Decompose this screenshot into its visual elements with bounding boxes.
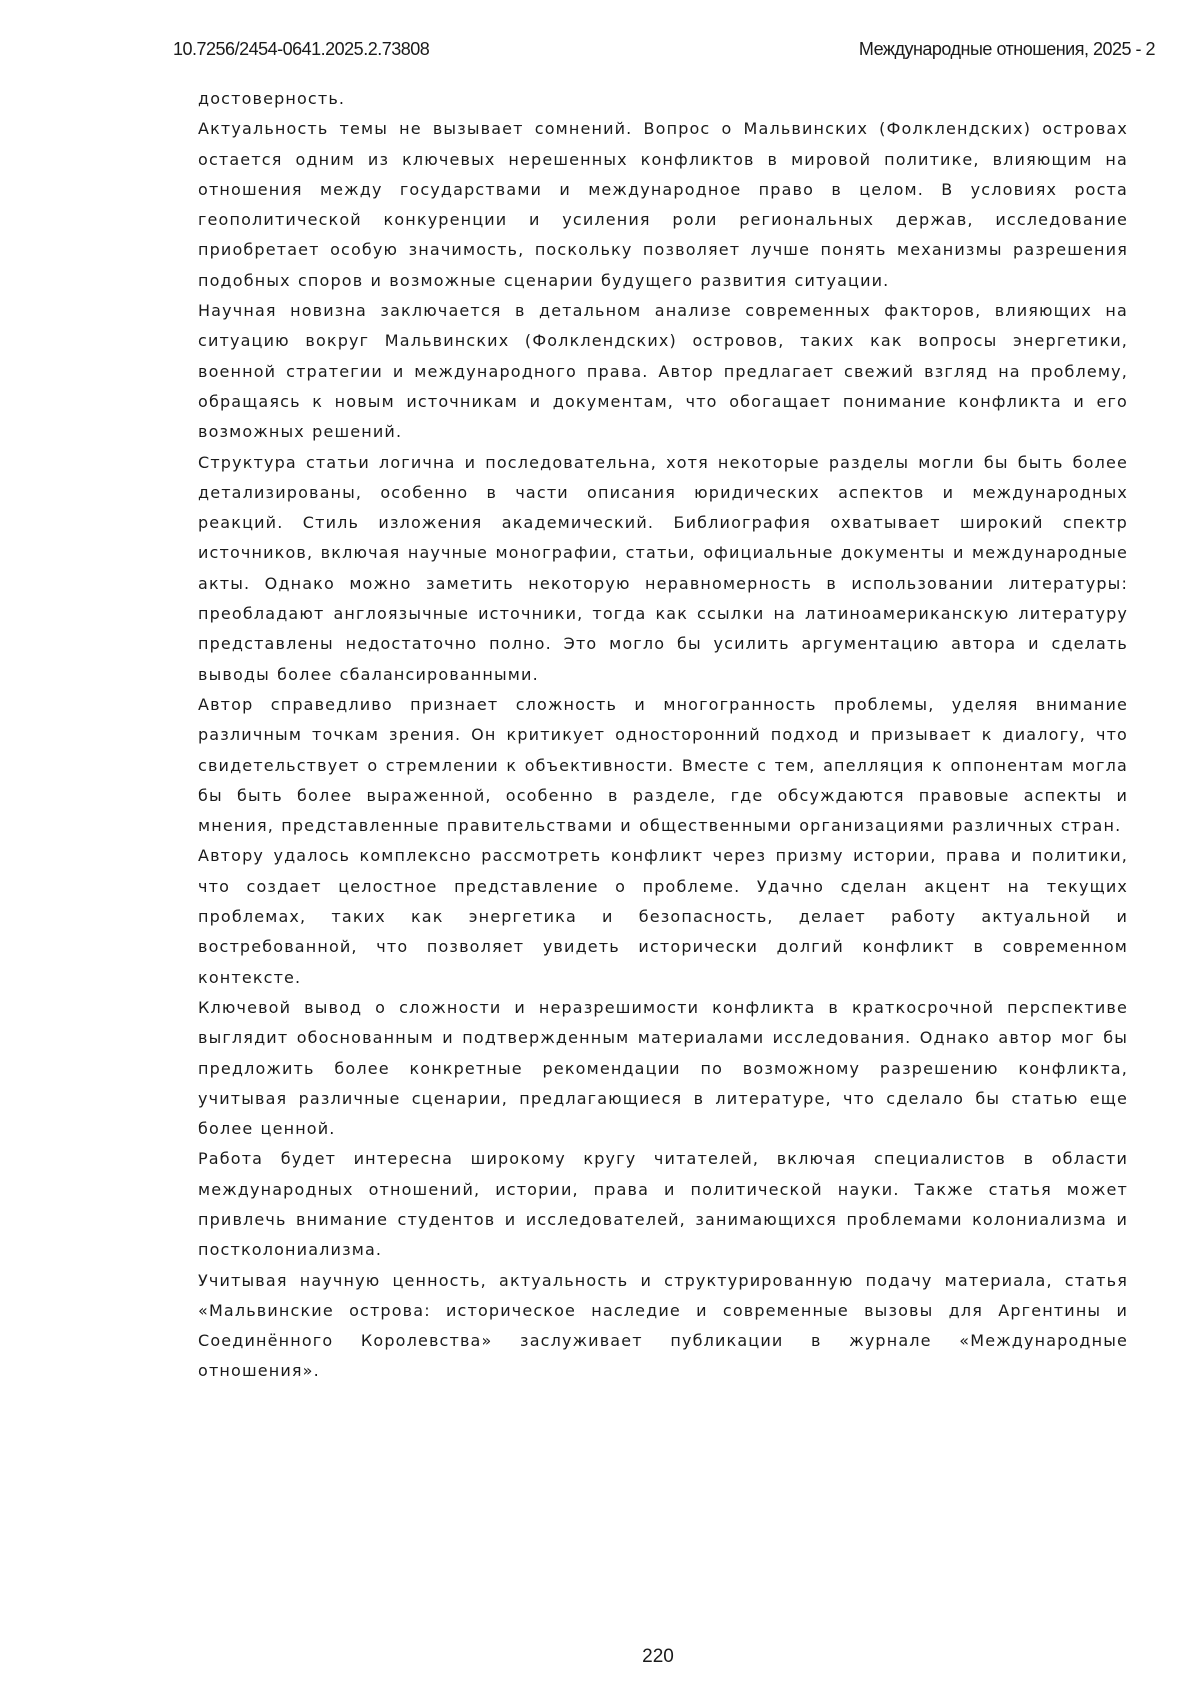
paragraph-audience: Работа будет интересна широкому кругу читателей, включая специалистов в области международных отношений, истории, права и политической науки. Также статья может привлечь внимание студентов и исследователей, занимающихся проблемами колониализма и постколониализма. <box>198 1144 1128 1265</box>
paragraph-analysis: Автору удалось комплексно рассмотреть конфликт через призму истории, права и политики, что создает целостное представление о проблеме. Удачно сделан акцент на текущих проблемах, таких как энергетика и безопасность, делает работу актуальной и востребованной, что позволяет увидеть исторически долгий конфликт в современном контексте. <box>198 841 1128 992</box>
paragraph-novelty: Научная новизна заключается в детальном анализе современных факторов, влияющих на ситуацию вокруг Мальвинских (Фолклендских) островов, таких как вопросы энергетики, военной стратегии и международного права. Автор предлагает свежий взгляд на проблему, обращаясь к новым источникам и документам, что обогащает понимание конфликта и его возможных решений. <box>198 296 1128 447</box>
paragraph-relevance: Актуальность темы не вызывает сомнений. Вопрос о Мальвинских (Фолклендских) островах остается одним из ключевых нерешенных конфликтов в мировой политике, влияющим на отношения между государствами и международное право в целом. В условиях роста геополитической конкуренции и усиления роли региональных держав, исследование приобретает особую значимость, поскольку позволяет лучше понять механизмы разрешения подобных споров и возможные сценарии будущего развития ситуации. <box>198 114 1128 296</box>
paragraph-recommendation: Учитывая научную ценность, актуальность и структурированную подачу материала, статья «Мальвинские острова: историческое наследие и современные вызовы для Аргентины и Соединённого Королевства» заслуживает публикации в журнале «Международные отношения». <box>198 1266 1128 1387</box>
paragraph-structure: Структура статьи логична и последовательна, хотя некоторые разделы могли бы быть более детализированы, особенно в части описания юридических аспектов и международных реакций. Стиль изложения академический. Библиография охватывает широкий спектр источников, включая научные монографии, статьи, официальные документы и международные акты. Однако можно заметить некоторую неравномерность в использовании литературы: преобладают англоязычные источники, тогда как ссылки на латиноамериканскую литературу представлены недостаточно полно. Это могло бы усилить аргументацию автора и сделать выводы более сбалансированными. <box>198 448 1128 690</box>
paragraph-conclusion: Ключевой вывод о сложности и неразрешимости конфликта в краткосрочной перспективе выглядит обоснованным и подтвержденным материалами исследования. Однако автор мог бы предложить более конкретные рекомендации по возможному разрешению конфликта, учитывая различные сценарии, предлагающиеся в литературе, что сделало бы статью еще более ценной. <box>198 993 1128 1144</box>
page-header <box>173 36 1155 62</box>
doi-label: 10.7256/2454-0641.2025.2.73808 <box>173 39 429 60</box>
paragraph-continuation: достоверность. <box>198 84 1128 114</box>
page-number: 220 <box>0 1646 1200 1668</box>
article-body <box>198 84 1128 1387</box>
paragraph-author-view: Автор справедливо признает сложность и многогранность проблемы, уделяя внимание различным точкам зрения. Он критикует односторонний подход и призывает к диалогу, что свидетельствует о стремлении к объективности. Вместе с тем, апелляция к оппонентам могла бы быть более выраженной, особенно в разделе, где обсуждаются правовые аспекты и мнения, представленные правительствами и общественными организациями различных стран. <box>198 690 1128 841</box>
journal-title: Международные отношения, 2025 - 2 <box>859 39 1155 60</box>
